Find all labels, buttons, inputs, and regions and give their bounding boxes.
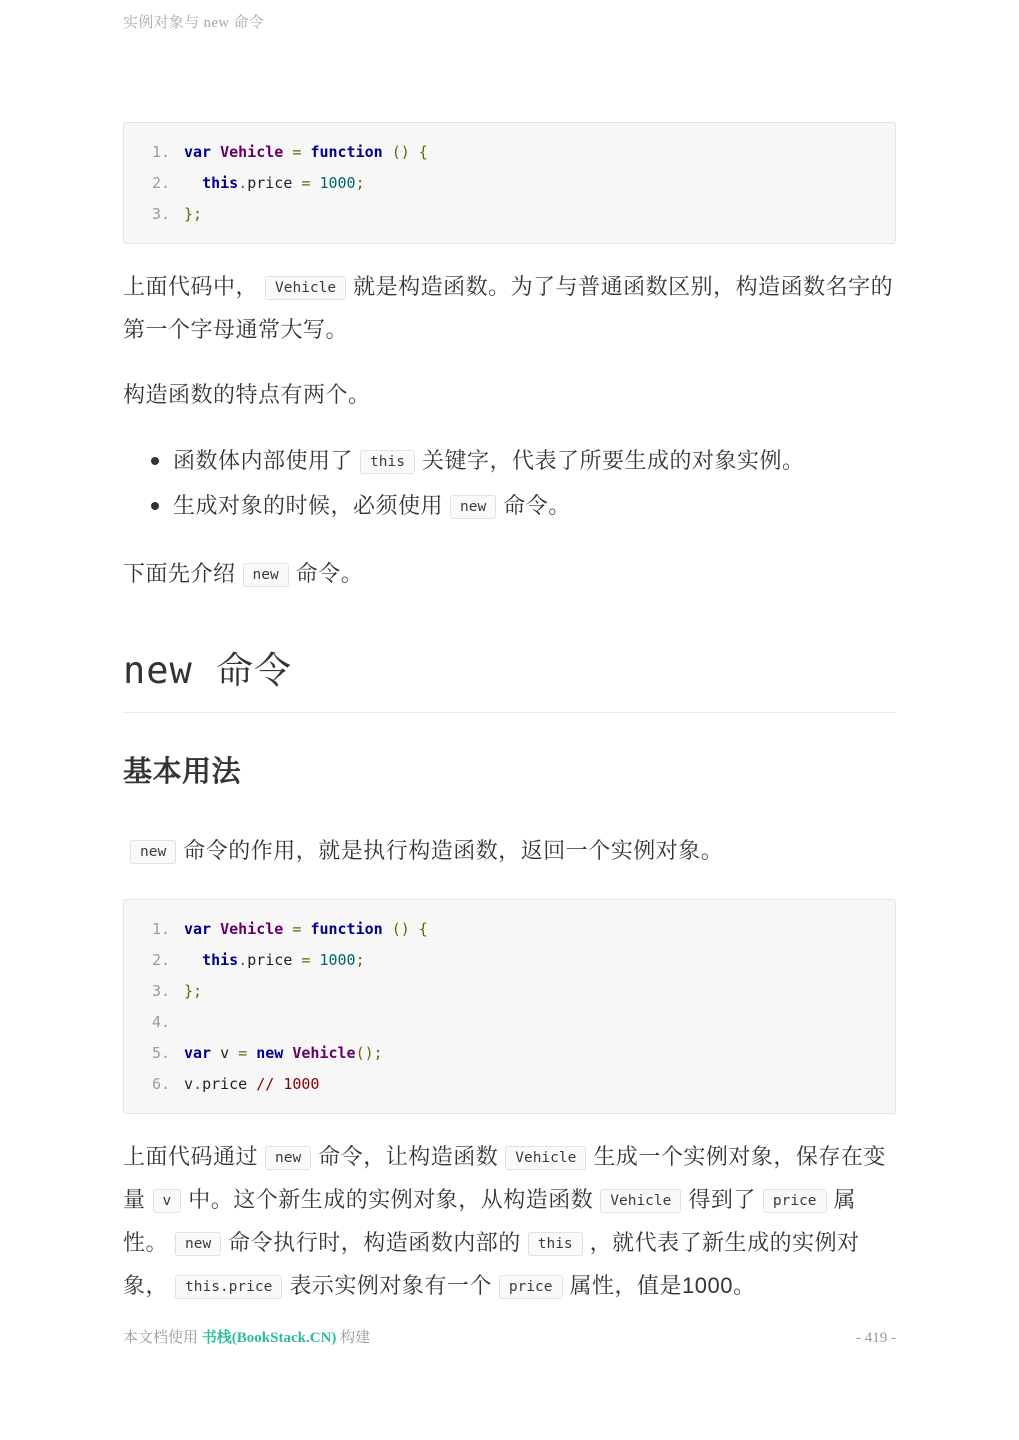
heading-basic-usage: 基本用法 <box>123 756 242 788</box>
footer-build-note <box>123 1326 370 1347</box>
code-line <box>184 1007 879 1038</box>
page-header-title: 实例对象与 new 命令 <box>123 15 265 31</box>
code-token: function <box>310 920 383 938</box>
code-token: var <box>184 920 212 938</box>
code-token <box>383 920 392 938</box>
code-token: = <box>301 951 311 969</box>
code-line <box>184 1069 879 1100</box>
code-token: = <box>292 143 302 161</box>
paragraph-intro: 上面代码中， Vehicle 就是构造函数。为了与普通函数区别，构造函数名字的第一个字母通常大写。 <box>123 274 894 342</box>
code-line <box>184 137 879 168</box>
code-token: var <box>184 1044 212 1062</box>
inline-code: new <box>243 563 289 587</box>
code-token: ; <box>355 951 365 969</box>
paragraph-usage: new 命令的作用，就是执行构造函数，返回一个实例对象。 <box>123 830 896 873</box>
code-token <box>247 1075 256 1093</box>
code-token: v <box>220 1044 230 1062</box>
code-token: (); <box>355 1044 383 1062</box>
footer-suffix: 构建 <box>336 1330 371 1346</box>
bullet-list <box>123 439 896 529</box>
inline-code: price <box>763 1189 827 1213</box>
code-lines <box>140 914 879 1100</box>
code-token: Vehicle <box>220 920 284 938</box>
inline-code: this <box>360 450 415 474</box>
code-token: ; <box>355 174 365 192</box>
inline-code: this.price <box>175 1275 282 1299</box>
code-token: . <box>193 1075 203 1093</box>
code-token <box>383 143 392 161</box>
paragraph-traits: 构造函数的特点有两个。 <box>123 382 371 407</box>
code-line <box>184 914 879 945</box>
code-token: v <box>184 1075 194 1093</box>
code-block-new-usage <box>123 899 896 1114</box>
code-token: price <box>202 1075 248 1093</box>
code-token: 1000 <box>319 174 356 192</box>
code-token: function <box>310 143 383 161</box>
inline-code: this <box>528 1232 583 1256</box>
list-item-new-command: 生成对象的时候，必须使用 new 命令。 <box>173 484 896 529</box>
code-line <box>184 1038 879 1069</box>
code-token <box>211 920 220 938</box>
code-token: price <box>247 951 293 969</box>
code-line <box>184 976 879 1007</box>
code-token <box>229 1044 238 1062</box>
code-token: . <box>238 174 248 192</box>
footer-prefix: 本文档使用 <box>123 1330 202 1346</box>
page-footer <box>123 1326 896 1347</box>
code-token: this <box>202 951 239 969</box>
code-token <box>211 143 220 161</box>
code-token: () { <box>391 143 428 161</box>
code-line <box>184 199 879 230</box>
page-number: - 419 - <box>856 1330 896 1346</box>
code-lines <box>140 137 879 230</box>
code-token: }; <box>184 982 203 1000</box>
code-token <box>247 1044 256 1062</box>
code-token: 1000 <box>319 951 356 969</box>
inline-code: new <box>450 495 496 519</box>
code-line <box>184 945 879 976</box>
code-token: Vehicle <box>292 1044 356 1062</box>
code-token: this <box>202 174 239 192</box>
inline-code: Vehicle <box>505 1146 586 1170</box>
inline-code: v <box>153 1189 182 1213</box>
page-content <box>123 122 896 1332</box>
code-token: }; <box>184 205 203 223</box>
code-token: // 1000 <box>256 1075 320 1093</box>
heading-new-command: new 命令 <box>123 640 896 713</box>
code-line <box>184 168 879 199</box>
inline-code: new <box>130 840 176 864</box>
inline-code: Vehicle <box>600 1189 681 1213</box>
code-token: . <box>238 951 248 969</box>
inline-code: price <box>499 1275 563 1299</box>
code-token <box>184 174 202 192</box>
page-header <box>123 11 264 32</box>
code-token: = <box>301 174 311 192</box>
bookstack-link[interactable]: 书栈(BookStack.CN) <box>201 1330 337 1346</box>
code-token <box>211 1044 220 1062</box>
code-block-vehicle-definition <box>123 122 896 244</box>
code-token: = <box>238 1044 248 1062</box>
code-token <box>184 951 202 969</box>
code-token: new <box>256 1044 284 1062</box>
code-token: = <box>292 920 302 938</box>
paragraph-next: 下面先介绍 new 命令。 <box>123 561 364 586</box>
code-token: () { <box>391 920 428 938</box>
list-item-this-keyword: 函数体内部使用了 this 关键字，代表了所要生成的对象实例。 <box>173 439 896 484</box>
code-token: Vehicle <box>220 143 284 161</box>
code-token: var <box>184 143 212 161</box>
inline-code: new <box>265 1146 311 1170</box>
inline-code: Vehicle <box>265 276 346 300</box>
inline-code: new <box>175 1232 221 1256</box>
code-token: price <box>247 174 293 192</box>
paragraph-explain: 上面代码通过 new 命令，让构造函数 Vehicle 生成一个实例对象，保存在变量 v 中。这个新生成的实例对象，从构造函数 Vehicle 得到了 price 属性。 new 命令执行时，构造函数内部的 this ，就代表了新生成的实例对象， this.price 表示实例对象有一个 price 属性，值是1000。 <box>123 1144 886 1298</box>
